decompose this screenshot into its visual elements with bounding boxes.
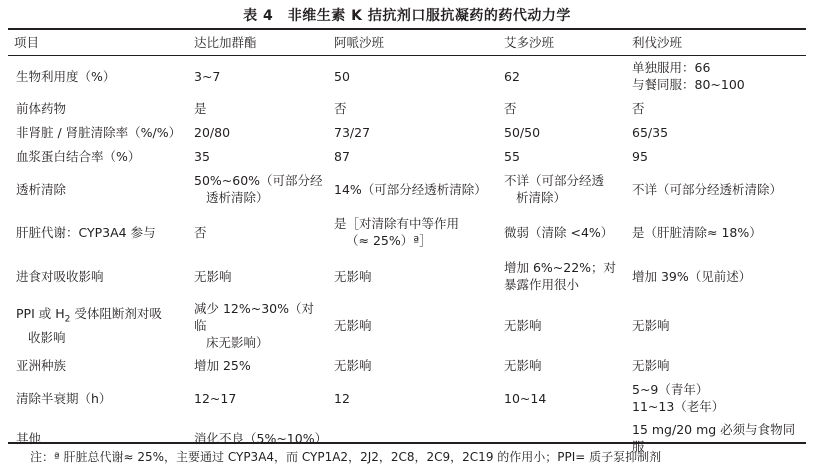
row-item: 其他 (16, 430, 42, 446)
cell-dabigatran: 否 (194, 224, 207, 240)
item-text: 受体阻断剂对吸 (70, 306, 162, 322)
cell-rivaroxaban (626, 377, 806, 419)
cell-rivaroxaban: 是（肝脏清除≈ 18%） (632, 224, 762, 240)
cell-dabigatran: 无影响 (194, 268, 232, 284)
pharmacokinetics-table (8, 29, 806, 457)
cell-edoxaban: 无影响 (504, 357, 542, 373)
cell-apixaban: 无影响 (334, 268, 372, 284)
table-row (8, 377, 806, 419)
row-item: 透析清除 (16, 181, 67, 197)
cell-rivaroxaban: 增加 39%（见前述） (632, 268, 752, 284)
item-text: PPI 或 H (16, 306, 65, 322)
cell-apixaban: 12 (334, 390, 350, 406)
cell-apixaban: 无影响 (334, 318, 372, 333)
cell-dabigatran: 增加 25% (194, 357, 251, 373)
cell-apixaban: 14%（可部分经透析清除） (334, 181, 487, 197)
subscript: 2 (64, 314, 71, 325)
table-row (8, 254, 806, 298)
cell-line: 床无影响） (206, 335, 269, 350)
cell-edoxaban: 50/50 (504, 124, 541, 140)
cell-edoxaban: 无影响 (504, 318, 542, 333)
cell-line: 不详（可部分经透 (504, 173, 605, 188)
table-row (8, 97, 806, 120)
row-item: 血浆蛋白结合率（%） (16, 148, 141, 164)
cell-line: （≈ 25%）ª］ (346, 233, 432, 248)
cell-edoxaban (498, 168, 626, 210)
cell-line: 析清除） (516, 190, 567, 205)
cell-line: 暴露作用很小 (504, 277, 580, 292)
cell-rivaroxaban: 95 (632, 148, 648, 164)
table-title: 表 4 非维生素 K 拮抗剂口服抗凝药的药代动力学 (243, 8, 571, 24)
table-row (8, 353, 806, 377)
cell-line (16, 305, 186, 329)
header-edoxaban: 艾多沙班 (504, 34, 555, 50)
cell-rivaroxaban: 65/35 (632, 124, 669, 140)
cell-edoxaban (498, 254, 626, 298)
cell-apixaban: 87 (334, 148, 350, 164)
cell-apixaban: 无影响 (334, 357, 372, 373)
cell-dabigatran (188, 168, 328, 210)
table-row (8, 120, 806, 144)
cell-line: 透析清除） (206, 190, 269, 205)
header-dabigatran: 达比加群酯 (194, 34, 257, 50)
row-item: 非肾脏 / 肾脏清除率（%/%） (16, 124, 182, 140)
cell-rivaroxaban: 否 (632, 101, 645, 116)
cell-edoxaban: 62 (504, 68, 520, 84)
cell-rivaroxaban: 15 mg/20 mg 必须与食物同服 (632, 422, 796, 454)
cell-line: 单独服用：66 (632, 60, 711, 75)
header-item: 项目 (14, 34, 40, 50)
cell-line: 5~9（青年） (632, 382, 709, 397)
cell-line: 是［对清除有中等作用 (334, 216, 460, 231)
cell-dabigatran: 20/80 (194, 124, 231, 140)
row-item: 肝脏代谢：CYP3A4 参与 (16, 224, 156, 240)
cell-edoxaban: 否 (504, 101, 517, 116)
cell-dabigatran: 是 (194, 101, 207, 116)
cell-rivaroxaban: 无影响 (632, 357, 670, 373)
table-row (8, 55, 806, 97)
table-row (8, 210, 806, 254)
cell-line: 与餐同服：80~100 (632, 77, 745, 92)
cell-dabigatran: 消化不良（5%~10%） (194, 430, 328, 446)
cell-apixaban (328, 210, 498, 254)
cell-line: 11~13（老年） (632, 399, 725, 414)
cell-line: 收影响 (28, 329, 66, 345)
row-item: 亚洲种族 (16, 357, 67, 373)
cell-edoxaban: 微弱（清除 <4%） (504, 224, 614, 240)
cell-edoxaban: 55 (504, 148, 520, 164)
cell-rivaroxaban (626, 55, 806, 97)
cell-apixaban: 否 (334, 101, 347, 116)
row-item: 清除半衰期（h） (16, 390, 112, 406)
row-item: 进食对吸收影响 (16, 268, 104, 284)
row-item: 生物利用度（%） (16, 68, 116, 84)
cell-apixaban: 73/27 (334, 124, 371, 140)
table-row (8, 168, 806, 210)
header-rivaroxaban: 利伐沙班 (632, 34, 683, 50)
cell-rivaroxaban: 无影响 (632, 318, 670, 333)
cell-line: 50%~60%（可部分经 (194, 173, 323, 188)
cell-rivaroxaban: 不详（可部分经透析清除） (632, 181, 783, 197)
cell-dabigatran (188, 298, 328, 353)
table-row (8, 144, 806, 168)
header-apixaban: 阿哌沙班 (334, 34, 385, 50)
cell-line: 增加 6%~22%；对 (504, 260, 617, 275)
table-row (8, 298, 806, 353)
cell-line: 减少 12%~30%（对临 (194, 301, 315, 333)
table-header-row (8, 29, 806, 55)
row-item: 前体药物 (16, 101, 67, 116)
cell-dabigatran: 35 (194, 148, 210, 164)
row-item (8, 298, 188, 353)
cell-dabigatran: 3~7 (194, 68, 221, 84)
cell-dabigatran: 12~17 (194, 390, 237, 406)
cell-edoxaban: 10~14 (504, 390, 547, 406)
table-footnote: 注：ª 肝脏总代谢≈ 25%，主要通过 CYP3A4，而 CYP1A2，2J2，2C8，2C9，2C19 的作用小；PPI= 质子泵抑制剂 (30, 450, 662, 464)
cell-apixaban: 50 (334, 68, 350, 84)
